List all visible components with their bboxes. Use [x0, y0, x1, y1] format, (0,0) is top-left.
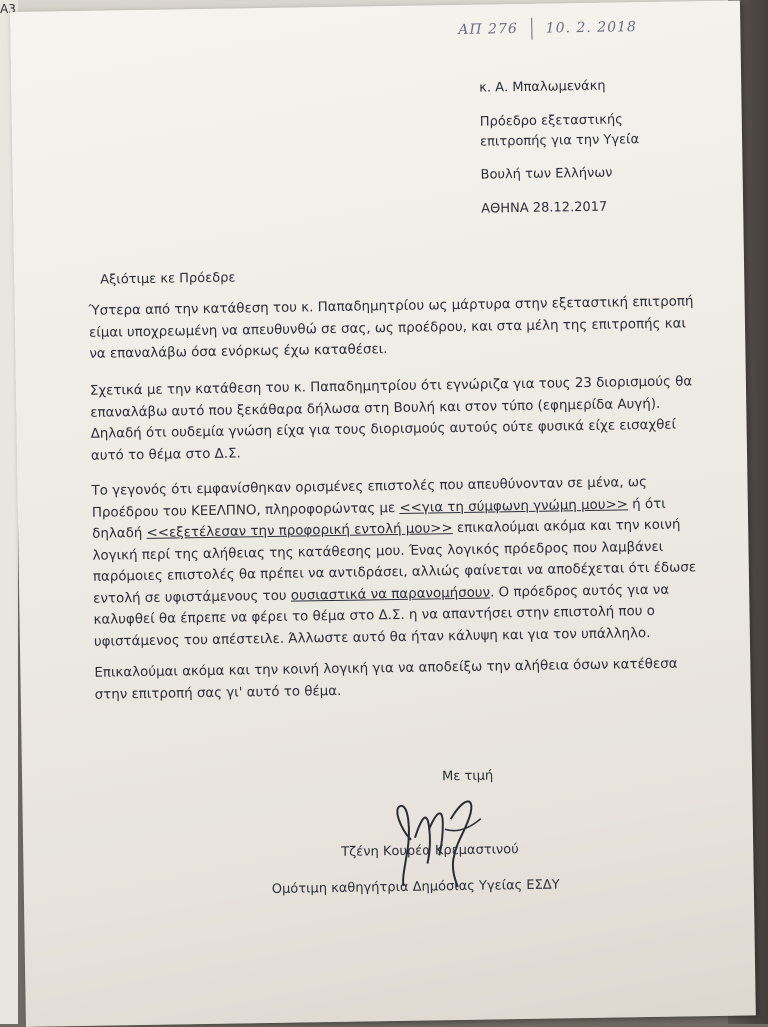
- paragraph-3: [91, 472, 697, 653]
- paragraph-line: στην επιτροπή σας γι' αυτό το θέμα.: [94, 683, 342, 703]
- edge-label: Α3: [0, 2, 16, 16]
- letter-page: [10, 1, 756, 1027]
- signer-title: Ομότιμη καθηγήτρια Δημόσιας Υγείας ΕΣΔΥ: [271, 877, 560, 897]
- paragraph-line: Επικαλούμαι ακόμα και την κοινή λογική για να αποδείξω την αλήθεια όσων κατέθεσα: [94, 656, 678, 681]
- line-text: Προέδρου του ΚΕΕΛΠΝΟ, πληροφορώντας με: [91, 500, 400, 521]
- paragraph-line: επαναλάβω αυτό που ξεκάθαρα δήλωσα στη Βουλή και στον τύπο (εφημερίδα Αυγή).: [90, 396, 661, 421]
- stamp-divider: [531, 18, 532, 40]
- protocol-number: ΑΠ 276: [458, 21, 518, 38]
- signer-name: Τζένη Κουρέα Κρεμαστινού: [341, 842, 519, 860]
- recipient-institution: Βουλή των Ελλήνων: [480, 165, 613, 183]
- closing: Με τιμή: [441, 768, 494, 785]
- paragraph-line: λογική περί της αλήθειας της κατάθεσης μου. Ένας λογικός πρόεδρος που λαμβάνει: [92, 539, 664, 564]
- paragraph-line: αυτό το θέμα στο Δ.Σ.: [90, 445, 241, 464]
- underlined-quote: <<για τη σύμφωνη γνώμη μου>>: [399, 496, 629, 516]
- signature-strokes: [370, 788, 512, 890]
- paragraph-line: καλυφθεί θα έπρεπε να φέρει το θέμα στο Δ.Σ. η να απαντήσει στην επιστολή που ο: [93, 603, 656, 628]
- underlined-quote: <<εξετέλεσαν την προφορική εντολή μου>>: [146, 521, 453, 541]
- protocol-stamp: [458, 16, 637, 41]
- recipient-title-line1: Πρόεδρο εξεταστικής: [479, 112, 623, 130]
- recipient-name: κ. Α. Μπαλωμενάκη: [479, 78, 606, 96]
- line-text: . Ο πρόεδρος αυτός για να: [489, 582, 670, 601]
- salutation: Αξιότιμε κε Πρόεδρε: [100, 270, 236, 288]
- paragraph-2: [89, 372, 693, 467]
- paragraph-line: παρόμοιες επιστολές θα πρέπει να αντιδράσει, αλλιώς φαίνεται να αποδέχεται ότι έδωσε: [92, 560, 697, 585]
- place-date: ΑΘΗΝΑ 28.12.2017: [481, 199, 608, 217]
- line-text: δηλαδή: [92, 525, 147, 542]
- underlined-phrase: ουσιαστικά να παρανομήσουν: [290, 585, 491, 604]
- paragraph-4: [94, 654, 678, 706]
- recipient-title-line2: επιτροπής για την Υγεία: [479, 132, 640, 150]
- line-text: επικαλούμαι ακόμα και την κοινή: [452, 517, 681, 537]
- line-text: εντολή σε υφιστάμενους του: [93, 588, 291, 607]
- line-text: ή ότι: [627, 496, 666, 512]
- paragraph-line: Σχετικά με την κατάθεση του κ. Παπαδημητρίου ότι εγνώριζα για τους 23 διορισμούς θα: [89, 374, 693, 399]
- paragraph-line: υφιστάμενος του απέστειλε. Άλλωστε αυτό θα ήταν κάλυψη και για τον υπάλληλο.: [93, 625, 651, 650]
- paragraph-1: [88, 292, 694, 365]
- handwritten-signature: [370, 788, 512, 890]
- protocol-date: 10. 2. 2018: [545, 19, 638, 37]
- paragraph-line: είμαι υποχρεωμένη να απευθυνθώ σε σας, ως προέδρου, και στα μέλη της επιτροπής και: [88, 315, 687, 341]
- paragraph-line: Δηλαδή ότι ουδεμία γνώση είχα για τους διορισμούς αυτούς ούτε φυσικά είχε εισαχθεί: [90, 417, 677, 442]
- paragraph-line: Ύστερα από την κατάθεση του κ. Παπαδημητρίου ως μάρτυρα στην εξεταστική επιτροπή: [88, 294, 694, 319]
- paragraph-line: να επαναλάβω όσα ενόρκως έχω καταθέσει.: [89, 342, 388, 362]
- paragraph-line: Το γεγονός ότι εμφανίσθηκαν ορισμένες επιστολές που απευθύνονταν σε μένα, ως: [91, 475, 648, 499]
